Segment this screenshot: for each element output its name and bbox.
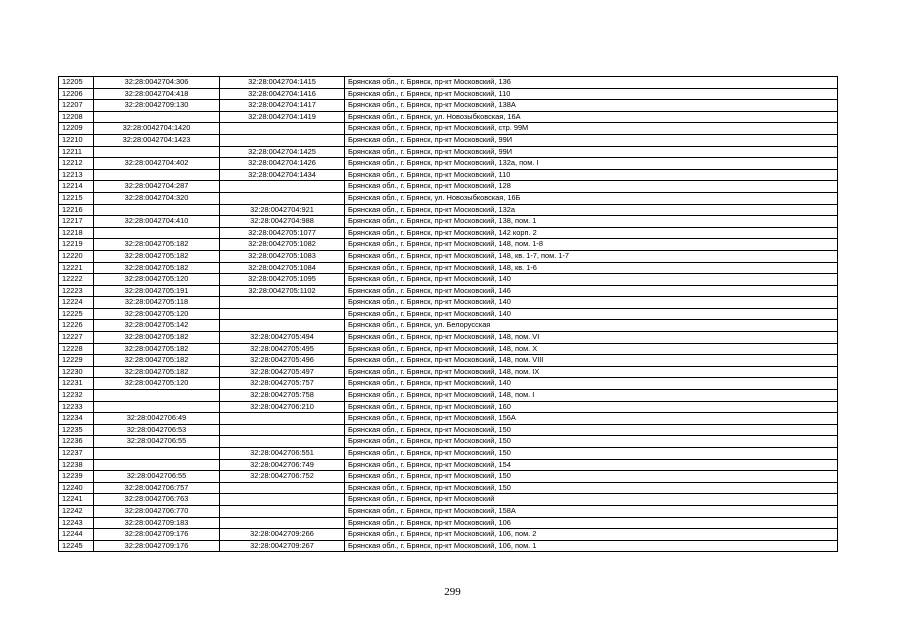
table-row bbox=[59, 88, 838, 100]
table-row bbox=[59, 285, 838, 297]
address-cell: Брянская обл., г. Брянск, пр-кт Московский, 106, пом. 1 bbox=[345, 540, 838, 552]
cadastral-number-cell bbox=[94, 227, 220, 239]
cadastral-number-cell: 32:28:0042704:402 bbox=[94, 158, 220, 170]
table-row bbox=[59, 505, 838, 517]
cadastral-number-cell: 32:28:0042705:182 bbox=[94, 355, 220, 367]
table-row bbox=[59, 332, 838, 344]
cadastral-number-cell: 32:28:0042706:55 bbox=[94, 471, 220, 483]
cadastral-number-cell: 32:28:0042705:182 bbox=[94, 239, 220, 251]
address-cell: Брянская обл., г. Брянск, пр-кт Московский, 140 bbox=[345, 308, 838, 320]
row-number-cell: 12212 bbox=[59, 158, 94, 170]
address-cell: Брянская обл., г. Брянск, пр-кт Московский, 146 bbox=[345, 285, 838, 297]
address-cell: Брянская обл., г. Брянск, пр-кт Московский, 110 bbox=[345, 169, 838, 181]
object-number-cell: 32:28:0042709:266 bbox=[220, 529, 345, 541]
object-number-cell: 32:28:0042705:1083 bbox=[220, 250, 345, 262]
cadastral-number-cell: 32:28:0042705:120 bbox=[94, 308, 220, 320]
table-row bbox=[59, 459, 838, 471]
object-number-cell: 32:28:0042704:1425 bbox=[220, 146, 345, 158]
object-number-cell: 32:28:0042704:1426 bbox=[220, 158, 345, 170]
object-number-cell bbox=[220, 505, 345, 517]
object-number-cell bbox=[220, 517, 345, 529]
row-number-cell: 12239 bbox=[59, 471, 94, 483]
cadastral-number-cell: 32:28:0042704:418 bbox=[94, 88, 220, 100]
cadastral-number-cell: 32:28:0042705:182 bbox=[94, 366, 220, 378]
table-row bbox=[59, 308, 838, 320]
cadastral-number-cell: 32:28:0042706:763 bbox=[94, 494, 220, 506]
row-number-cell: 12208 bbox=[59, 111, 94, 123]
cadastral-number-cell: 32:28:0042705:120 bbox=[94, 274, 220, 286]
table-row bbox=[59, 169, 838, 181]
address-cell: Брянская обл., г. Брянск, пр-кт Московский, 150 bbox=[345, 424, 838, 436]
row-number-cell: 12228 bbox=[59, 343, 94, 355]
object-number-cell: 32:28:0042705:494 bbox=[220, 332, 345, 344]
table-row bbox=[59, 390, 838, 402]
address-cell: Брянская обл., г. Брянск, ул. Белорусская bbox=[345, 320, 838, 332]
object-number-cell: 32:28:0042704:988 bbox=[220, 216, 345, 228]
object-number-cell bbox=[220, 181, 345, 193]
cadastral-number-cell: 32:28:0042706:757 bbox=[94, 482, 220, 494]
cadastral-number-cell: 32:28:0042709:176 bbox=[94, 540, 220, 552]
address-cell: Брянская обл., г. Брянск, пр-кт Московский, 99И bbox=[345, 146, 838, 158]
cadastral-number-cell bbox=[94, 146, 220, 158]
address-cell: Брянская обл., г. Брянск, пр-кт Московский, 140 bbox=[345, 297, 838, 309]
cadastral-number-cell: 32:28:0042704:320 bbox=[94, 192, 220, 204]
row-number-cell: 12207 bbox=[59, 100, 94, 112]
table-row bbox=[59, 204, 838, 216]
cadastral-number-cell: 32:28:0042704:306 bbox=[94, 77, 220, 89]
table-row bbox=[59, 111, 838, 123]
address-cell: Брянская обл., г. Брянск, пр-кт Московский, 148, пом. I bbox=[345, 390, 838, 402]
object-number-cell: 32:28:0042706:551 bbox=[220, 448, 345, 460]
object-number-cell: 32:28:0042704:921 bbox=[220, 204, 345, 216]
object-number-cell: 32:28:0042705:758 bbox=[220, 390, 345, 402]
table-row bbox=[59, 355, 838, 367]
address-cell: Брянская обл., г. Брянск, пр-кт Московский, 128 bbox=[345, 181, 838, 193]
cadastral-number-cell: 32:28:0042705:142 bbox=[94, 320, 220, 332]
object-number-cell bbox=[220, 413, 345, 425]
address-cell: Брянская обл., г. Брянск, пр-кт Московский, 142 корп. 2 bbox=[345, 227, 838, 239]
cadastral-number-cell: 32:28:0042704:287 bbox=[94, 181, 220, 193]
table-row bbox=[59, 448, 838, 460]
row-number-cell: 12218 bbox=[59, 227, 94, 239]
address-cell: Брянская обл., г. Брянск, пр-кт Московский, 148, пом. VIII bbox=[345, 355, 838, 367]
cadastral-number-cell: 32:28:0042706:53 bbox=[94, 424, 220, 436]
registry-table bbox=[58, 76, 838, 552]
object-number-cell: 32:28:0042705:495 bbox=[220, 343, 345, 355]
cadastral-number-cell: 32:28:0042705:191 bbox=[94, 285, 220, 297]
cadastral-number-cell: 32:28:0042706:770 bbox=[94, 505, 220, 517]
table-row bbox=[59, 100, 838, 112]
address-cell: Брянская обл., г. Брянск, пр-кт Московский, 110 bbox=[345, 88, 838, 100]
row-number-cell: 12236 bbox=[59, 436, 94, 448]
row-number-cell: 12232 bbox=[59, 390, 94, 402]
cadastral-number-cell: 32:28:0042705:182 bbox=[94, 250, 220, 262]
table-row bbox=[59, 343, 838, 355]
object-number-cell: 32:28:0042705:1102 bbox=[220, 285, 345, 297]
address-cell: Брянская обл., г. Брянск, пр-кт Московский, 150 bbox=[345, 471, 838, 483]
object-number-cell bbox=[220, 424, 345, 436]
row-number-cell: 12244 bbox=[59, 529, 94, 541]
row-number-cell: 12219 bbox=[59, 239, 94, 251]
object-number-cell bbox=[220, 297, 345, 309]
table-row bbox=[59, 134, 838, 146]
row-number-cell: 12238 bbox=[59, 459, 94, 471]
table-row bbox=[59, 158, 838, 170]
table-row bbox=[59, 378, 838, 390]
table-row bbox=[59, 216, 838, 228]
cadastral-number-cell bbox=[94, 111, 220, 123]
address-cell: Брянская обл., г. Брянск, пр-кт Московский, 160 bbox=[345, 401, 838, 413]
table-row bbox=[59, 239, 838, 251]
address-cell: Брянская обл., г. Брянск, пр-кт Московский, 132а bbox=[345, 204, 838, 216]
cadastral-number-cell bbox=[94, 204, 220, 216]
object-number-cell: 32:28:0042705:757 bbox=[220, 378, 345, 390]
object-number-cell: 32:28:0042706:752 bbox=[220, 471, 345, 483]
object-number-cell bbox=[220, 308, 345, 320]
cadastral-number-cell: 32:28:0042704:410 bbox=[94, 216, 220, 228]
cadastral-number-cell: 32:28:0042704:1423 bbox=[94, 134, 220, 146]
object-number-cell: 32:28:0042704:1419 bbox=[220, 111, 345, 123]
object-number-cell bbox=[220, 134, 345, 146]
table-row bbox=[59, 494, 838, 506]
table-row bbox=[59, 366, 838, 378]
row-number-cell: 12215 bbox=[59, 192, 94, 204]
cadastral-number-cell: 32:28:0042706:55 bbox=[94, 436, 220, 448]
table-row bbox=[59, 529, 838, 541]
row-number-cell: 12230 bbox=[59, 366, 94, 378]
row-number-cell: 12235 bbox=[59, 424, 94, 436]
table-row bbox=[59, 262, 838, 274]
row-number-cell: 12223 bbox=[59, 285, 94, 297]
object-number-cell: 32:28:0042705:1082 bbox=[220, 239, 345, 251]
row-number-cell: 12229 bbox=[59, 355, 94, 367]
address-cell: Брянская обл., г. Брянск, пр-кт Московский, 150 bbox=[345, 448, 838, 460]
cadastral-number-cell: 32:28:0042705:118 bbox=[94, 297, 220, 309]
address-cell: Брянская обл., г. Брянск, пр-кт Московский, 154 bbox=[345, 459, 838, 471]
row-number-cell: 12225 bbox=[59, 308, 94, 320]
row-number-cell: 12221 bbox=[59, 262, 94, 274]
table-row bbox=[59, 274, 838, 286]
row-number-cell: 12205 bbox=[59, 77, 94, 89]
row-number-cell: 12243 bbox=[59, 517, 94, 529]
row-number-cell: 12222 bbox=[59, 274, 94, 286]
row-number-cell: 12217 bbox=[59, 216, 94, 228]
table-row bbox=[59, 192, 838, 204]
cadastral-number-cell bbox=[94, 169, 220, 181]
row-number-cell: 12242 bbox=[59, 505, 94, 517]
address-cell: Брянская обл., г. Брянск, пр-кт Московский, 106, пом. 2 bbox=[345, 529, 838, 541]
table-row bbox=[59, 436, 838, 448]
object-number-cell: 32:28:0042705:1095 bbox=[220, 274, 345, 286]
table-row bbox=[59, 320, 838, 332]
table-row bbox=[59, 471, 838, 483]
address-cell: Брянская обл., г. Брянск, пр-кт Московский, 106 bbox=[345, 517, 838, 529]
address-cell: Брянская обл., г. Брянск, пр-кт Московский bbox=[345, 494, 838, 506]
cadastral-number-cell bbox=[94, 448, 220, 460]
registry-table-body bbox=[59, 77, 838, 552]
object-number-cell bbox=[220, 436, 345, 448]
object-number-cell: 32:28:0042705:1084 bbox=[220, 262, 345, 274]
table-row bbox=[59, 517, 838, 529]
table-row bbox=[59, 123, 838, 135]
row-number-cell: 12240 bbox=[59, 482, 94, 494]
address-cell: Брянская обл., г. Брянск, пр-кт Московский, 132а, пом. I bbox=[345, 158, 838, 170]
row-number-cell: 12209 bbox=[59, 123, 94, 135]
page-number: 299 bbox=[444, 586, 461, 598]
cadastral-number-cell: 32:28:0042709:176 bbox=[94, 529, 220, 541]
object-number-cell: 32:28:0042709:267 bbox=[220, 540, 345, 552]
row-number-cell: 12210 bbox=[59, 134, 94, 146]
object-number-cell: 32:28:0042706:210 bbox=[220, 401, 345, 413]
cadastral-number-cell bbox=[94, 401, 220, 413]
object-number-cell bbox=[220, 494, 345, 506]
object-number-cell: 32:28:0042705:496 bbox=[220, 355, 345, 367]
cadastral-number-cell: 32:28:0042705:182 bbox=[94, 343, 220, 355]
object-number-cell: 32:28:0042706:749 bbox=[220, 459, 345, 471]
address-cell: Брянская обл., г. Брянск, пр-кт Московский, 140 bbox=[345, 274, 838, 286]
cadastral-number-cell: 32:28:0042704:1420 bbox=[94, 123, 220, 135]
table-row bbox=[59, 413, 838, 425]
address-cell: Брянская обл., г. Брянск, пр-кт Московский, 138, пом. 1 bbox=[345, 216, 838, 228]
table-row bbox=[59, 297, 838, 309]
address-cell: Брянская обл., г. Брянск, ул. Новозыбковская, 16Б bbox=[345, 192, 838, 204]
address-cell: Брянская обл., г. Брянск, пр-кт Московский, 150 bbox=[345, 436, 838, 448]
address-cell: Брянская обл., г. Брянск, пр-кт Московский, 148, пом. 1-8 bbox=[345, 239, 838, 251]
row-number-cell: 12226 bbox=[59, 320, 94, 332]
table-row bbox=[59, 227, 838, 239]
cadastral-number-cell: 32:28:0042705:182 bbox=[94, 332, 220, 344]
address-cell: Брянская обл., г. Брянск, пр-кт Московский, стр. 99М bbox=[345, 123, 838, 135]
address-cell: Брянская обл., г. Брянск, пр-кт Московский, 148, пом. IX bbox=[345, 366, 838, 378]
object-number-cell: 32:28:0042704:1416 bbox=[220, 88, 345, 100]
table-row bbox=[59, 424, 838, 436]
cadastral-number-cell: 32:28:0042709:183 bbox=[94, 517, 220, 529]
table-row bbox=[59, 146, 838, 158]
object-number-cell: 32:28:0042704:1415 bbox=[220, 77, 345, 89]
object-number-cell: 32:28:0042705:497 bbox=[220, 366, 345, 378]
address-cell: Брянская обл., г. Брянск, ул. Новозыбковская, 16А bbox=[345, 111, 838, 123]
row-number-cell: 12231 bbox=[59, 378, 94, 390]
row-number-cell: 12233 bbox=[59, 401, 94, 413]
object-number-cell bbox=[220, 482, 345, 494]
row-number-cell: 12224 bbox=[59, 297, 94, 309]
address-cell: Брянская обл., г. Брянск, пр-кт Московский, 156А bbox=[345, 413, 838, 425]
object-number-cell bbox=[220, 192, 345, 204]
address-cell: Брянская обл., г. Брянск, пр-кт Московский, 138А bbox=[345, 100, 838, 112]
table-row bbox=[59, 401, 838, 413]
row-number-cell: 12245 bbox=[59, 540, 94, 552]
object-number-cell bbox=[220, 320, 345, 332]
table-row bbox=[59, 250, 838, 262]
table-row bbox=[59, 482, 838, 494]
address-cell: Брянская обл., г. Брянск, пр-кт Московский, 140 bbox=[345, 378, 838, 390]
row-number-cell: 12216 bbox=[59, 204, 94, 216]
row-number-cell: 12241 bbox=[59, 494, 94, 506]
object-number-cell: 32:28:0042704:1434 bbox=[220, 169, 345, 181]
row-number-cell: 12214 bbox=[59, 181, 94, 193]
row-number-cell: 12220 bbox=[59, 250, 94, 262]
cadastral-number-cell: 32:28:0042705:120 bbox=[94, 378, 220, 390]
address-cell: Брянская обл., г. Брянск, пр-кт Московский, 148, кв. 1-6 bbox=[345, 262, 838, 274]
cadastral-number-cell bbox=[94, 459, 220, 471]
address-cell: Брянская обл., г. Брянск, пр-кт Московский, 136 bbox=[345, 77, 838, 89]
object-number-cell: 32:28:0042704:1417 bbox=[220, 100, 345, 112]
table-row bbox=[59, 77, 838, 89]
object-number-cell: 32:28:0042705:1077 bbox=[220, 227, 345, 239]
row-number-cell: 12237 bbox=[59, 448, 94, 460]
cadastral-number-cell: 32:28:0042706:49 bbox=[94, 413, 220, 425]
cadastral-number-cell bbox=[94, 390, 220, 402]
address-cell: Брянская обл., г. Брянск, пр-кт Московский, 148, пом. X bbox=[345, 343, 838, 355]
table-row bbox=[59, 181, 838, 193]
row-number-cell: 12206 bbox=[59, 88, 94, 100]
address-cell: Брянская обл., г. Брянск, пр-кт Московский, 148, кв. 1-7, пом. 1-7 bbox=[345, 250, 838, 262]
cadastral-number-cell: 32:28:0042709:130 bbox=[94, 100, 220, 112]
row-number-cell: 12227 bbox=[59, 332, 94, 344]
object-number-cell bbox=[220, 123, 345, 135]
row-number-cell: 12211 bbox=[59, 146, 94, 158]
address-cell: Брянская обл., г. Брянск, пр-кт Московский, 99И bbox=[345, 134, 838, 146]
table-row bbox=[59, 540, 838, 552]
row-number-cell: 12213 bbox=[59, 169, 94, 181]
row-number-cell: 12234 bbox=[59, 413, 94, 425]
cadastral-number-cell: 32:28:0042705:182 bbox=[94, 262, 220, 274]
address-cell: Брянская обл., г. Брянск, пр-кт Московский, 158А bbox=[345, 505, 838, 517]
address-cell: Брянская обл., г. Брянск, пр-кт Московский, 148, пом. VI bbox=[345, 332, 838, 344]
address-cell: Брянская обл., г. Брянск, пр-кт Московский, 150 bbox=[345, 482, 838, 494]
